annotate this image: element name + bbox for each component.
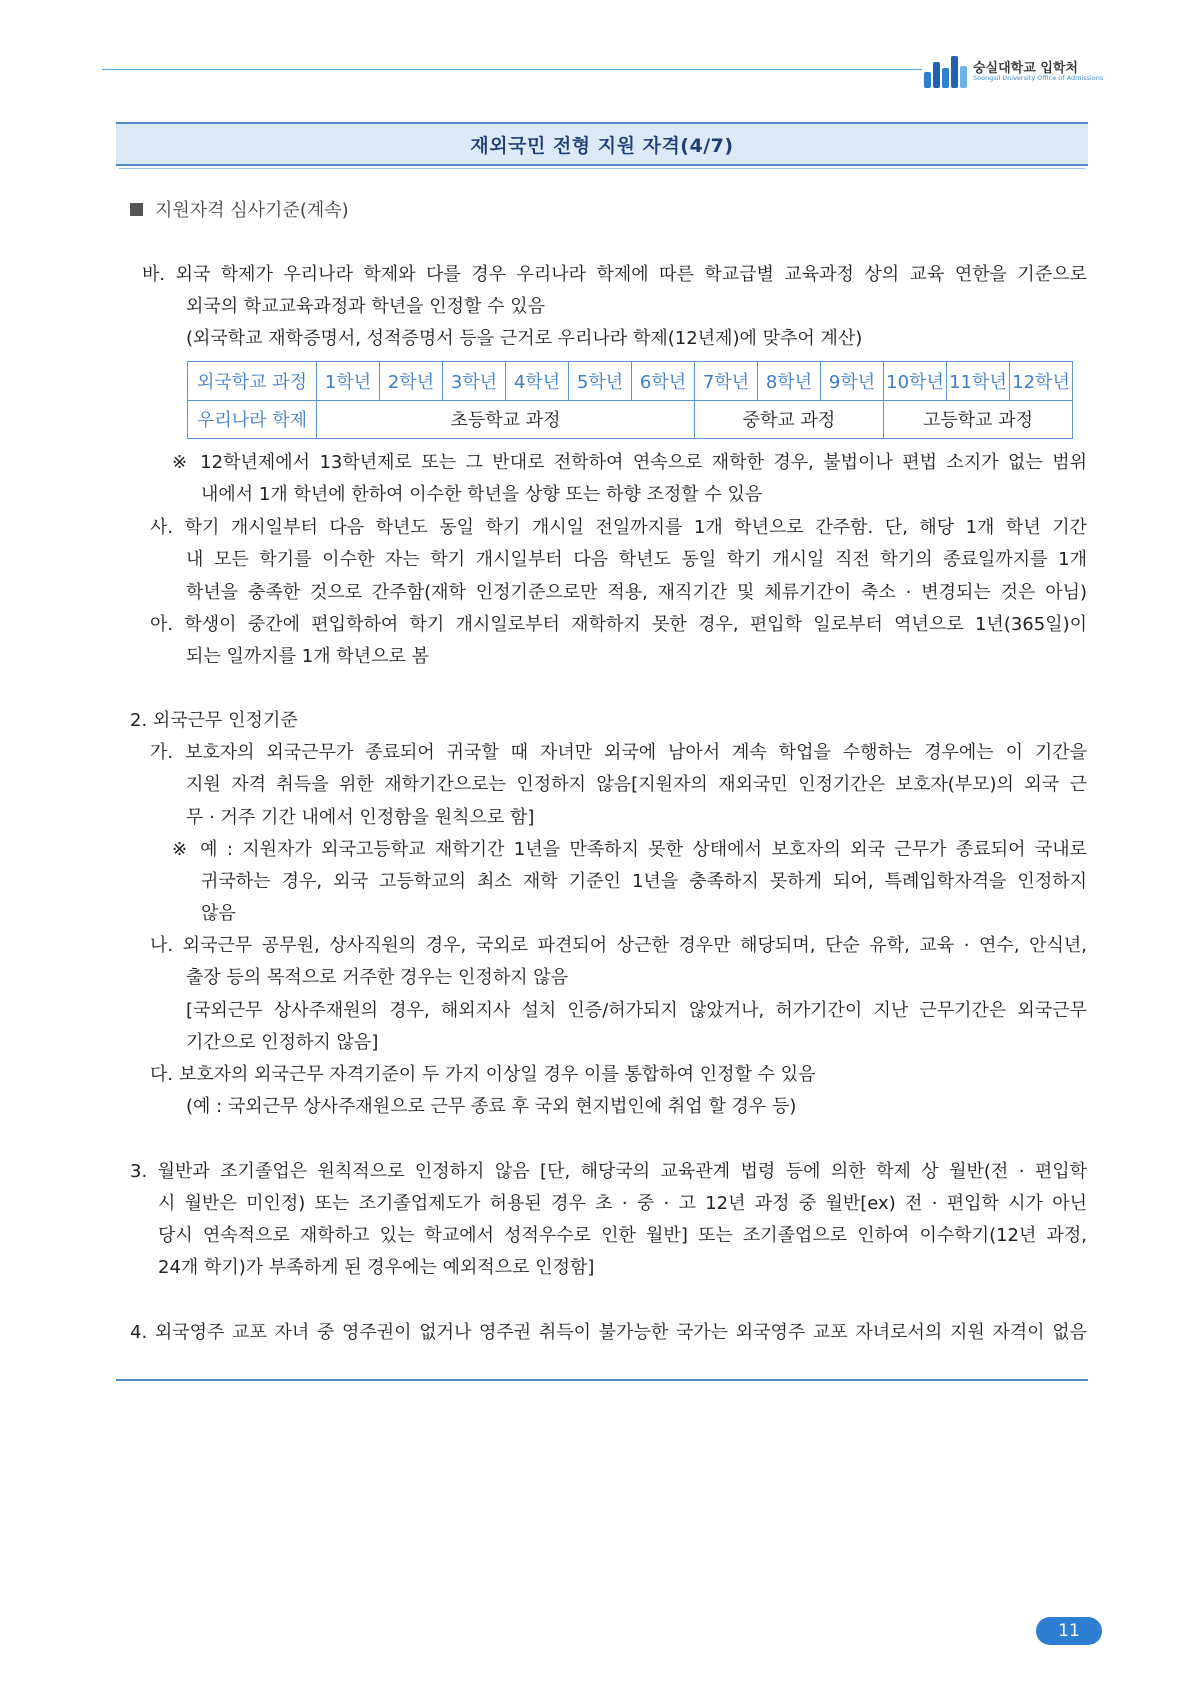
clause-ba-line1: 바. 외국 학제가 우리나라 학제와 다를 경우 우리나라 학제에 따른 학교급별 교육과정 상의 교육 연한을 기준으로 [142,264,1087,285]
grade-cell: 3학년 [443,362,506,401]
clause-na-line3: [국외근무 상사주재원의 경우, 해외지사 설치 인증/허가되지 않았거나, 허가기간이 지난 근무기간은 외국근무 [186,1000,1087,1021]
section-3-line2: 시 월반은 미인정) 또는 조기졸업제도가 허용된 경우 초 · 중 · 고 12년 과정 중 월반[ex) 전 · 편입학 시가 아닌 [158,1193,1087,1214]
clause-sa-line1: 사. 학기 개시일부터 다음 학년도 동일 학기 개시일 전일까지를 1개 학년으로 간주함. 단, 해당 1개 학년 기간 [150,517,1087,538]
middle-cell: 중학교 과정 [695,400,884,439]
table-row [188,400,1073,439]
clause-ga-line3: 무 · 거주 기간 내에서 인정함을 원칙으로 함] [186,807,535,828]
section-3-line1: 3. 월반과 조기졸업은 원칙적으로 인정하지 않음 [단, 해당국의 교육관계 법령 등에 의한 학제 상 월반(전 · 편입학 [130,1161,1087,1182]
university-logo [924,56,1103,88]
clause-a-line2: 되는 일까지를 1개 학년으로 봄 [186,646,429,667]
logo-mark-icon [924,56,967,88]
clause-na-line2: 출장 등의 목적으로 거주한 경우는 인정하지 않음 [186,967,569,988]
high-cell: 고등학교 과정 [884,400,1073,439]
grade-cell: 7학년 [695,362,758,401]
page-title: 재외국민 전형 지원 자격(4/7) [470,134,734,157]
table-header-foreign: 외국학교 과정 [188,362,317,401]
grade-cell: 2학년 [380,362,443,401]
note-1-line2: 내에서 1개 학년에 한하여 이수한 학년을 상향 또는 하향 조정할 수 있음 [201,484,763,505]
example-line1: ※ 예 : 지원자가 외국고등학교 재학기간 1년을 만족하지 못한 상태에서 보호자의 외국 근무가 종료되어 국내로 [172,839,1087,860]
page-number: 11 [1036,1617,1102,1645]
grade-cell: 4학년 [506,362,569,401]
grade-cell: 12학년 [1010,362,1073,401]
table-row [188,362,1073,401]
clause-sa-line2: 내 모든 학기를 이수한 자는 학기 개시일부터 다음 학년도 동일 학기 개시일 직전 학기의 종료일까지를 1개 [186,549,1087,570]
clause-na-line4: 기간으로 인정하지 않음] [186,1032,379,1053]
clause-ga-line1: 가. 보호자의 외국근무가 종료되어 귀국할 때 자녀만 외국에 남아서 계속 학업을 수행하는 경우에는 이 기간을 [150,742,1087,763]
note-1-line1: ※ 12학년제에서 13학년제로 또는 그 반대로 전학하여 연속으로 재학한 경우, 불법이나 편법 소지가 없는 범위 [172,452,1087,473]
header-rule [102,69,922,70]
elementary-cell: 초등학교 과정 [317,400,695,439]
logo-korean: 숭실대학교 입학처 [973,60,1078,76]
section-heading-text: 지원자격 심사기준(계속) [155,200,349,221]
grade-cell: 1학년 [317,362,380,401]
section-2-heading: 2. 외국근무 인정기준 [130,710,298,731]
page-title-box [116,122,1088,166]
grade-cell: 6학년 [632,362,695,401]
clause-na-line1: 나. 외국근무 공무원, 상사직원의 경우, 국외로 파견되어 상근한 경우만 해당되며, 단순 유학, 교육 · 연수, 안식년, [150,935,1087,956]
table-header-korea: 우리나라 학제 [188,400,317,439]
clause-da-line1: 다. 보호자의 외국근무 자격기준이 두 가지 이상일 경우 이를 통합하여 인정할 수 있음 [150,1064,816,1085]
clause-da-line2: (예 : 국외근무 상사주재원으로 근무 종료 후 국외 현지법인에 취업 할 경우 등) [186,1096,797,1117]
square-bullet-icon [130,203,143,216]
clause-ga-line2: 지원 자격 취득을 위한 재학기간으로는 인정하지 않음[지원자의 재외국민 인정기간은 보호자(부모)의 외국 근 [186,774,1087,795]
section-3-line3: 당시 연속적으로 재학하고 있는 학교에서 성적우수로 인한 월반] 또는 조기졸업으로 인하여 이수학기(12년 과정, [158,1225,1087,1246]
grade-cell: 11학년 [947,362,1010,401]
footer-rule [116,1379,1088,1381]
section-heading [130,196,349,222]
grade-cell: 9학년 [821,362,884,401]
clause-ba-line2: 외국의 학교교육과정과 학년을 인정할 수 있음 [186,296,545,317]
section-4-line1: 4. 외국영주 교포 자녀 중 영주권이 없거나 영주권 취득이 불가능한 국가는 외국영주 교포 자녀로서의 지원 자격이 없음 [130,1322,1087,1343]
example-line3: 않음 [201,903,236,924]
example-line2: 귀국하는 경우, 외국 고등학교의 최소 재학 기준인 1년을 충족하지 못하게 되어, 특례입학자격을 인정하지 [201,871,1087,892]
grade-cell: 5학년 [569,362,632,401]
grade-table [187,361,1073,439]
clause-a-line1: 아. 학생이 중간에 편입학하여 학기 개시일로부터 재학하지 못한 경우, 편입학 일로부터 역년으로 1년(365일)이 [150,614,1087,635]
grade-cell: 8학년 [758,362,821,401]
clause-sa-line3: 학년을 충족한 것으로 간주함(재학 인정기준으로만 적용, 재직기간 및 체류기간이 축소 · 변경되는 것은 아님) [186,582,1087,603]
grade-cell: 10학년 [884,362,947,401]
section-3-line4: 24개 학기)가 부족하게 된 경우에는 예외적으로 인정함] [158,1257,595,1278]
logo-english: Soongsil University Office of Admissions [973,74,1104,83]
clause-ba-line3: (외국학교 재학증명서, 성적증명서 등을 근거로 우리나라 학제(12년제)에 맞추어 계산) [186,328,863,349]
